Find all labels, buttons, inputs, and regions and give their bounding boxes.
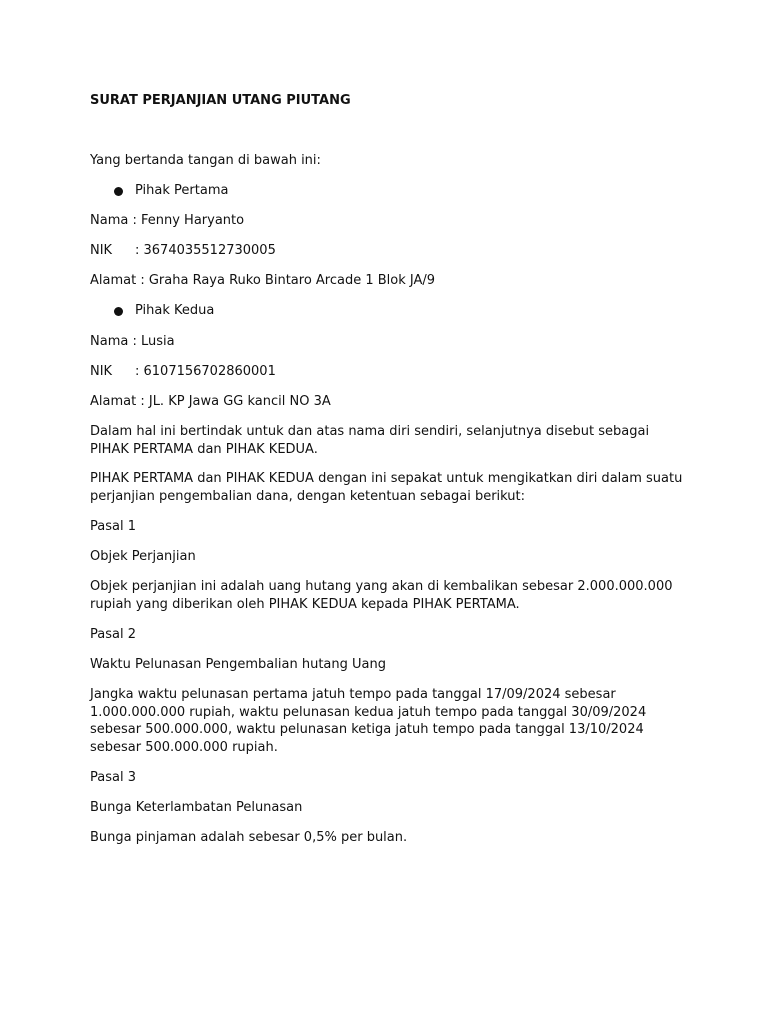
- pihak-pertama-alamat: Alamat : Graha Raya Ruko Bintaro Arcade 1 Blok JA/9: [90, 273, 436, 288]
- nik-value: 3674035512730005: [143, 243, 276, 258]
- pasal-3-body: Bunga pinjaman adalah sebesar 0,5% per bulan.: [90, 830, 408, 845]
- document-title: SURAT PERJANJIAN UTANG PIUTANG: [90, 93, 351, 108]
- bullet-dot-icon: [114, 187, 123, 196]
- nik-label: NIK: [90, 243, 113, 258]
- alamat-label: Alamat: [90, 273, 137, 288]
- pasal-2-heading: Waktu Pelunasan Pengembalian hutang Uang: [90, 657, 386, 672]
- alamat-value: JL. KP Jawa GG kancil NO 3A: [148, 394, 331, 409]
- nik-label: NIK: [90, 364, 113, 379]
- pasal-2-body: Jangka waktu pelunasan pertama jatuh tempo pada tanggal 17/09/2024 sebesar 1.000.000.000 rupiah, waktu pelunasan kedua jatuh tempo pada tanggal 30/09/2024 sebesar 500.000.000, waktu pelunasan ketiga jatuh tempo pada tanggal 13/10/2024 sebesar 500.000.000 rupiah.: [90, 687, 647, 755]
- pihak-pertama-nama: Nama : Fenny Haryanto: [90, 213, 245, 228]
- pasal-2-number: Pasal 2: [90, 627, 136, 642]
- pihak-pertama-nik: NIK : 3674035512730005: [90, 243, 276, 258]
- pihak-kedua-heading: Pihak Kedua: [135, 303, 215, 318]
- bullet-pihak-pertama: [90, 182, 390, 200]
- pihak-kedua-alamat: Alamat : JL. KP Jawa GG kancil NO 3A: [90, 394, 331, 409]
- alamat-label: Alamat: [90, 394, 137, 409]
- pihak-kedua-nama: Nama : Lusia: [90, 334, 175, 349]
- alamat-value: Graha Raya Ruko Bintaro Arcade 1 Blok JA/9: [148, 273, 436, 288]
- bullet-dot-icon: [114, 307, 123, 316]
- nama-label: Nama: [90, 213, 129, 228]
- pasal-3-number: Pasal 3: [90, 770, 136, 785]
- intro-text: Yang bertanda tangan di bawah ini:: [90, 153, 321, 168]
- pasal-1-heading: Objek Perjanjian: [90, 549, 196, 564]
- pasal-1-body: Objek perjanjian ini adalah uang hutang yang akan di kembalikan sebesar 2.000.000.000 rupiah yang diberikan oleh PIHAK KEDUA kepada PIHAK PERTAMA.: [90, 579, 673, 612]
- statement-paragraph-2: PIHAK PERTAMA dan PIHAK KEDUA dengan ini sepakat untuk mengikatkan diri dalam suatu perjanjian pengembalian dana, dengan ketentuan sebagai berikut:: [90, 471, 683, 504]
- nik-value: 6107156702860001: [143, 364, 276, 379]
- pihak-pertama-heading: Pihak Pertama: [135, 183, 229, 198]
- statement-paragraph-1: Dalam hal ini bertindak untuk dan atas nama diri sendiri, selanjutnya disebut sebagai PIHAK PERTAMA dan PIHAK KEDUA.: [90, 424, 650, 457]
- nama-value: Lusia: [140, 334, 175, 349]
- nama-value: Fenny Haryanto: [140, 213, 245, 228]
- pihak-kedua-nik: NIK : 6107156702860001: [90, 364, 276, 379]
- pasal-3-heading: Bunga Keterlambatan Pelunasan: [90, 800, 303, 815]
- nama-label: Nama: [90, 334, 129, 349]
- pasal-1-number: Pasal 1: [90, 519, 136, 534]
- bullet-pihak-kedua: [90, 302, 390, 320]
